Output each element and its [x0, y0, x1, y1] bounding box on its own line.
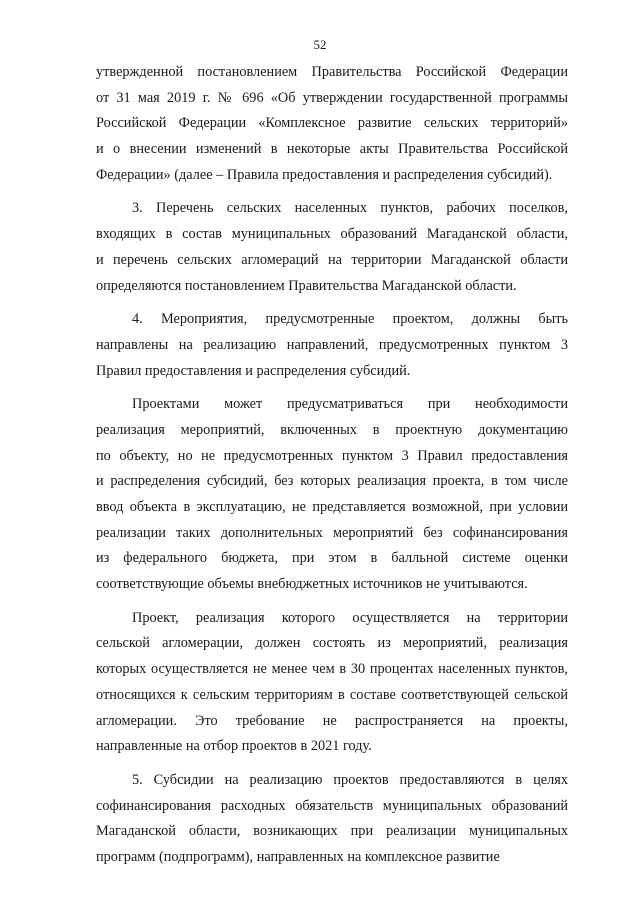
paragraph: [96, 392, 568, 598]
text-line: сельской агломерации, должен состоять из мероприятий, реализация: [96, 635, 568, 652]
text-line: соответствующие объемы внебюджетных источников не учитываются.: [96, 576, 528, 593]
paragraph: [96, 606, 568, 760]
text-line: ввод объекта в эксплуатацию, не представляется возможной, при условии: [96, 499, 568, 515]
text-line: реализации таких дополнительных мероприятий без софинансирования: [96, 524, 568, 541]
text-line: определяются постановлением Правительства Магаданской области.: [96, 277, 517, 294]
text-line: утвержденной постановлением Правительства Российской Федерации: [96, 64, 568, 80]
text-line: относящихся к сельским территориям в составе соответствующей сельской: [96, 686, 568, 703]
text-line: направлены на реализацию направлений, предусмотренных пунктом 3: [96, 336, 568, 353]
text-line: Российской Федерации «Комплексное развитие сельских территорий»: [96, 115, 568, 132]
text-line: по объекту, но не предусмотренных пунктом 3 Правил предоставления: [96, 447, 568, 464]
text-line: софинансирования расходных обязательств муниципальных образований: [96, 797, 568, 814]
text-line: Проектами может предусматриваться при необходимости: [132, 396, 568, 413]
text-line: Федерации» (далее – Правила предоставления и распределения субсидий).: [96, 166, 553, 183]
text-line: входящих в состав муниципальных образований Магаданской области,: [96, 226, 568, 243]
text-line: программ (подпрограмм), направленных на комплексное развитие: [96, 848, 500, 865]
text-line: которых осуществляется не менее чем в 30 процентах населенных пунктов,: [96, 661, 568, 678]
text-line: агломерации. Это требование не распространяется на проекты,: [96, 712, 568, 729]
text-line: и перечень сельских агломераций на территории Магаданской области: [96, 251, 568, 268]
paragraph: [96, 768, 568, 871]
text-line: Магаданской области, возникающих при реализации муниципальных: [96, 823, 568, 840]
text-line: из федерального бюджета, при этом в балльной системе оценки: [96, 550, 568, 567]
text-line: и о внесении изменений в некоторые акты Правительства Российской: [96, 141, 568, 158]
document-body: [96, 60, 568, 871]
page-number: 52: [313, 37, 327, 52]
text-line: 3. Перечень сельских населенных пунктов, рабочих поселков,: [132, 200, 568, 217]
text-line: и распределения субсидий, без которых реализация проекта, в том числе: [96, 473, 568, 490]
text-line: от 31 мая 2019 г. № 696 «Об утверждении государственной программы: [96, 89, 568, 106]
text-line: направленные на отбор проектов в 2021 году.: [96, 738, 372, 755]
text-line: 5. Субсидии на реализацию проектов предоставляются в целях: [132, 771, 568, 788]
paragraph: [96, 196, 568, 299]
paragraph: [96, 60, 568, 188]
text-line: реализация мероприятий, включенных в проектную документацию: [96, 421, 568, 438]
text-line: Правил предоставления и распределения субсидий.: [96, 362, 411, 379]
text-line: 4. Мероприятия, предусмотренные проектом, должны быть: [132, 311, 568, 328]
paragraph: [96, 307, 568, 384]
text-line: Проект, реализация которого осуществляется на территории: [132, 609, 568, 626]
